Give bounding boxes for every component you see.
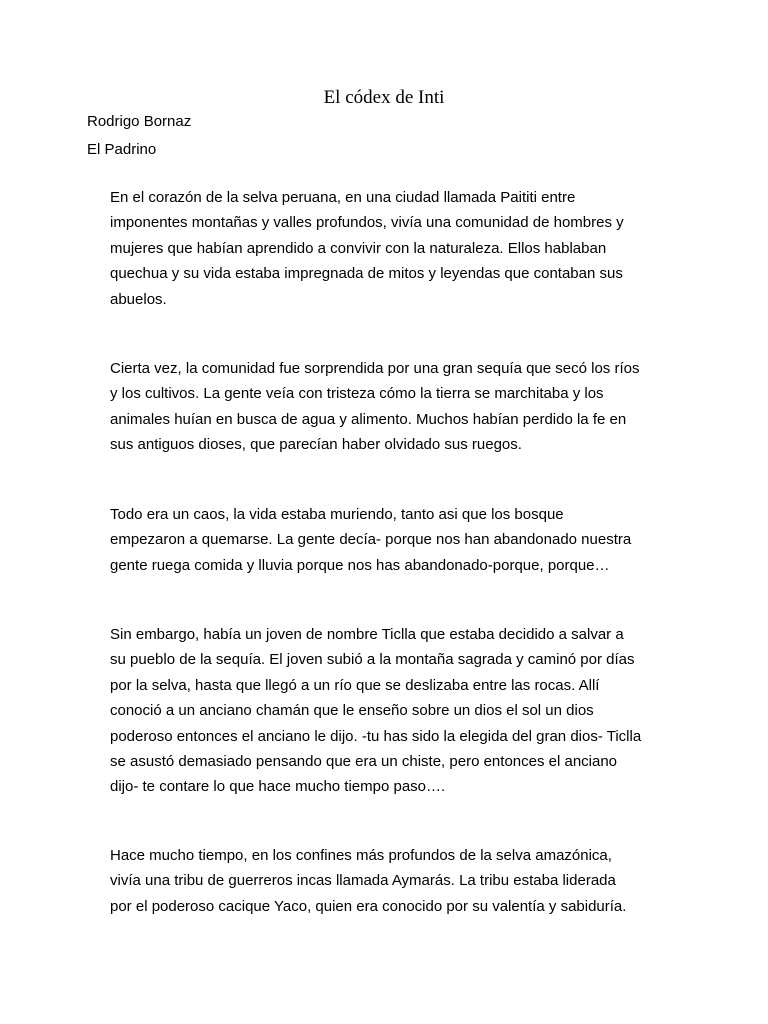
paragraph — [110, 843, 670, 919]
paragraph-line: por el poderoso cacique Yaco, quien era conocido por su valentía y sabiduría. — [110, 897, 627, 915]
document-title: El códex de Inti — [323, 87, 445, 108]
paragraph-line: animales huían en busca de agua y alimento. Muchos habían perdido la fe en — [110, 410, 627, 428]
paragraph — [110, 502, 670, 578]
paragraph-line: por la selva, hasta que llegó a un río que se deslizaba entre las rocas. Allí — [110, 676, 600, 694]
paragraph-line: abuelos. — [110, 290, 167, 308]
paragraph-line: mujeres que habían aprendido a convivir con la naturaleza. Ellos hablaban — [110, 239, 607, 257]
paragraph-line: su pueblo de la sequía. El joven subió a la montaña sagrada y caminó por días — [110, 651, 635, 669]
paragraph-line: Hace mucho tiempo, en los confines más profundos de la selva amazónica, — [110, 847, 612, 864]
paragraph-line: imponentes montañas y valles profundos, vivía una comunidad de hombres y — [110, 214, 624, 232]
paragraph-line: dijo- te contare lo que hace mucho tiempo paso…. — [110, 778, 446, 796]
paragraph-line: En el corazón de la selva peruana, en una ciudad llamada Paititi entre — [110, 189, 576, 206]
paragraph-line: poderoso entonces el anciano le dijo. -tu has sido la elegida del gran dios- Ticlla — [110, 727, 642, 745]
author-name: Rodrigo Bornaz — [87, 113, 192, 130]
paragraph-line: sus antiguos dioses, que parecían haber olvidado sus ruegos. — [110, 436, 522, 454]
paragraph-line: gente ruega comida y lluvia porque nos has abandonado-porque, porque… — [110, 556, 610, 574]
paragraph-line: y los cultivos. La gente veía con tristeza cómo la tierra se marchitaba y los — [110, 385, 604, 403]
document-subtitle: El Padrino — [87, 141, 157, 158]
paragraph — [110, 356, 670, 458]
paragraph-line: vivía una tribu de guerreros incas llamada Aymarás. La tribu estaba liderada — [110, 872, 616, 890]
paragraph-line: empezaron a quemarse. La gente decía- porque nos han abandonado nuestra — [110, 531, 632, 549]
paragraph-line: Cierta vez, la comunidad fue sorprendida por una gran sequía que secó los ríos — [110, 360, 640, 377]
paragraph-line: conoció a un anciano chamán que le enseño sobre un dios el sol un dios — [110, 702, 594, 720]
paragraph-line: quechua y su vida estaba impregnada de mitos y leyendas que contaban sus — [110, 265, 623, 283]
paragraph — [110, 185, 670, 312]
paragraph-line: Sin embargo, había un joven de nombre Ticlla que estaba decidido a salvar a — [110, 626, 624, 643]
paragraph-line: se asustó demasiado pensando que era un chiste, pero entonces el anciano — [110, 753, 618, 771]
paragraph — [110, 622, 670, 800]
paragraph-line: Todo era un caos, la vida estaba muriendo, tanto asi que los bosque — [110, 506, 564, 523]
